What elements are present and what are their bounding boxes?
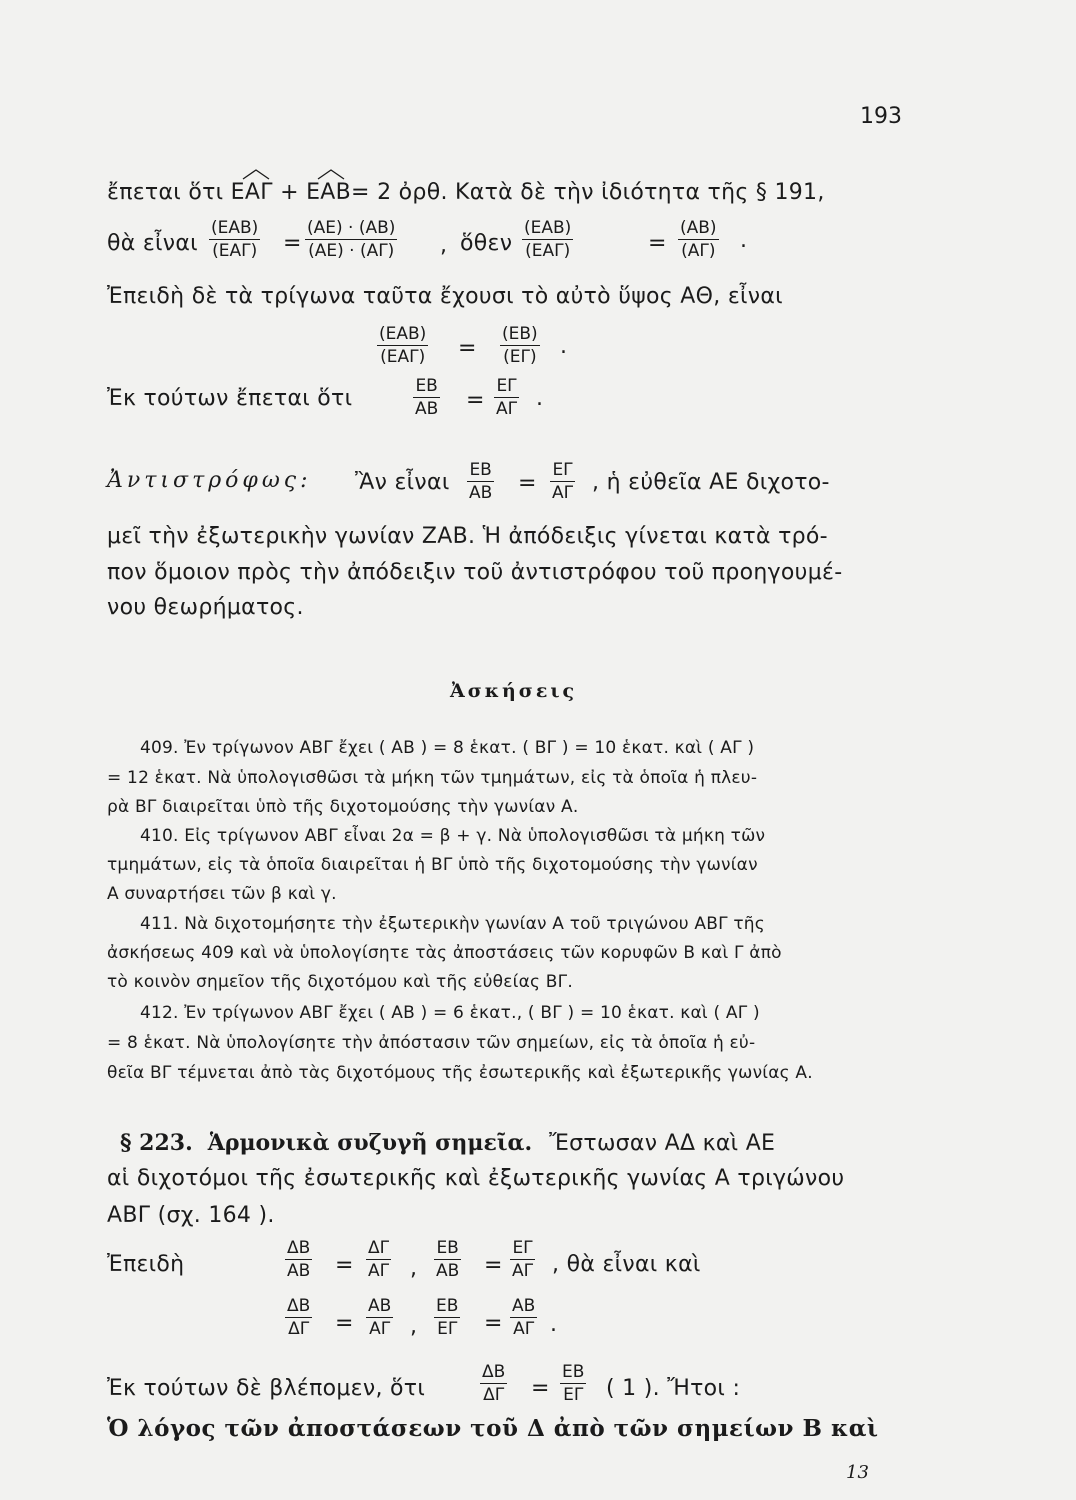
angle-hat-icon xyxy=(316,168,346,180)
exercise-line: θεῖα ΒΓ τέμνεται ἀπὸ τὰς διχοτόμους τῆς ἐσωτερικῆς καὶ ἐξωτερικῆς γωνίας Α. xyxy=(107,1063,813,1083)
plus-sign: + xyxy=(280,180,299,205)
fraction-eab-eag: (ΕΑΒ) (ΕΑΓ) xyxy=(211,218,259,261)
fraction-eab-eag-2: (ΕΑΒ) (ΕΑΓ) xyxy=(524,218,572,261)
exercise-line: 410. Εἰς τρίγωνον ΑΒΓ εἶναι 2α = β + γ. Νὰ ὑπολογισθῶσι τὰ μήκη τῶν xyxy=(140,826,766,846)
section-line-1-rest: Ἔστωσαν ΑΔ καὶ ΑΕ xyxy=(549,1131,776,1156)
section-title: Ἁρμονικὰ συζυγῆ σημεῖα. xyxy=(207,1130,533,1156)
fraction-dg-ag: $\frac{\Delta\Gamma}{A\Gamma}$ xyxy=(368,1238,390,1281)
equals-sign: = xyxy=(335,1253,354,1278)
fraction-eb-eg-3: $\frac{EB}{E\Gamma}$ xyxy=(562,1362,585,1405)
period: . xyxy=(740,228,747,253)
conclusion-text: Ἐκ τούτων δὲ βλέπομεν, ὅτι xyxy=(107,1376,426,1401)
fraction-eg-ag: $\frac{E\Gamma}{A\Gamma}$ xyxy=(496,376,518,419)
section-line-3: ΑΒΓ (σχ. 164 ). xyxy=(107,1203,275,1228)
then-also: , θὰ εἶναι καὶ xyxy=(552,1252,701,1277)
angle-hat-icon xyxy=(241,168,271,180)
period: . xyxy=(560,334,567,359)
fraction-eab-eag-3: (ΕΑΒ) (ΕΑΓ) xyxy=(379,324,427,367)
section-heading xyxy=(120,1130,775,1156)
fraction-ab-ag-3: $\frac{AB}{A\Gamma}$ xyxy=(512,1296,536,1339)
fraction-ab-ag-2: $\frac{AB}{A\Gamma}$ xyxy=(368,1296,392,1339)
converse-rest: , ἡ εὐθεῖα ΑΕ διχοτο- xyxy=(592,470,830,495)
converse-label: Ἀντιστρόφως: xyxy=(107,468,312,493)
section-line-2: αἱ διχοτόμοι τῆς ἐσωτερικῆς καὶ ἐξωτερικῆς γωνίας Α τριγώνου xyxy=(107,1166,845,1191)
equals-sign: = xyxy=(484,1253,503,1278)
exercise-line: Α συναρτήσει τῶν β καὶ γ. xyxy=(107,884,337,904)
fraction-eg-ag-3: $\frac{E\Gamma}{A\Gamma}$ xyxy=(512,1238,534,1281)
exercise-line: ρὰ ΒΓ διαιρεῖται ὑπὸ τῆς διχοτομούσης τὴν γωνίαν Α. xyxy=(107,797,579,817)
exercise-line: ἀσκήσεως 409 καὶ νὰ ὑπολογίσητε τὰς ἀποστάσεις τῶν κορυφῶν Β καὶ Γ ἀπὸ xyxy=(107,943,782,963)
exercise-line: = 12 ἑκατ. Νὰ ὑπολογισθῶσι τὰ μήκη τῶν τμημάτων, εἰς τὰ ὁποῖα ἡ πλευ- xyxy=(107,768,758,788)
fraction-db-dg-2: $\frac{\Delta B}{\Delta\Gamma}$ xyxy=(482,1362,506,1405)
para2-line: Ἐπειδὴ δὲ τὰ τρίγωνα ταῦτα ἔχουσι τὸ αὐτὸ ὕψος ΑΘ, εἶναι xyxy=(107,284,783,309)
exercises-heading: Ἀσκήσεις xyxy=(450,680,578,702)
intro-text-a: ἔπεται ὅτι xyxy=(107,180,231,205)
angle-eab: ΕΑΒ xyxy=(306,180,351,205)
equals-sign: = xyxy=(283,231,302,256)
converse-line-2: μεῖ τὴν ἐξωτερικὴν γωνίαν ΖΑΒ. Ἡ ἀπόδειξις γίνεται κατὰ τρό- xyxy=(107,524,828,549)
fraction-eb-ab-2: $\frac{EB}{AB}$ xyxy=(469,460,493,503)
intro-text-b: = 2 ὀρθ. Κατὰ δὲ τὴν ἰδιότητα τῆς § 191, xyxy=(351,180,825,205)
exercise-line: 412. Ἐν τρίγωνον ΑΒΓ ἔχει ( ΑΒ ) = 6 ἑκατ., ( ΒΓ ) = 10 ἑκατ. καὶ ( ΑΓ ) xyxy=(140,1003,760,1023)
period: . xyxy=(536,386,543,411)
period: . xyxy=(550,1312,557,1337)
fraction-ae-ab: $\frac{(AE) \cdot (AB)}{(AE) \cdot (A\Gamma)}$ xyxy=(307,218,396,261)
exercise-line: = 8 ἑκατ. Νὰ ὑπολογίσητε τὴν ἀπόστασιν τῶν σημείων, εἰς τὰ ὁποῖα ἡ εὐ- xyxy=(107,1033,756,1053)
fraction-db-ab: $\frac{\Delta B}{AB}$ xyxy=(287,1238,311,1281)
intro-line-1 xyxy=(107,180,825,205)
page-number: 193 xyxy=(860,104,902,129)
equals-sign: = xyxy=(458,336,477,361)
comma: , xyxy=(410,1314,417,1339)
equals-sign: = xyxy=(648,231,667,256)
fraction-eb-eg-2: $\frac{EB}{E\Gamma}$ xyxy=(436,1296,459,1339)
fraction-eb-ab-3: $\frac{EB}{AB}$ xyxy=(436,1238,460,1281)
angle-eag: ΕΑΓ xyxy=(231,180,273,205)
converse-line-4: νου θεωρήματος. xyxy=(107,595,304,620)
fraction-eb-eg: $\frac{(EB)}{(E\Gamma)}$ xyxy=(502,324,538,367)
hothen: ὅθεν xyxy=(460,231,513,256)
equation-label: ( 1 ). Ἤτοι : xyxy=(606,1376,741,1401)
converse-if: Ἂν εἶναι xyxy=(355,470,450,495)
converse-line-3: πον ὅμοιον πρὸς τὴν ἀπόδειξιν τοῦ ἀντιστρόφου τοῦ προηγουμέ- xyxy=(107,560,843,585)
comma: , xyxy=(410,1256,417,1281)
equals-sign: = xyxy=(518,471,537,496)
equals-sign: = xyxy=(335,1311,354,1336)
footer-mark: 13 xyxy=(846,1462,869,1483)
fraction-db-dg: $\frac{\Delta B}{\Delta\Gamma}$ xyxy=(287,1296,311,1339)
section-number: § 223. xyxy=(120,1130,193,1156)
fraction-eb-ab: $\frac{EB}{AB}$ xyxy=(415,376,439,419)
fraction-eg-ag-2: $\frac{E\Gamma}{A\Gamma}$ xyxy=(552,460,574,503)
para3-line: Ἐκ τούτων ἔπεται ὅτι xyxy=(107,386,353,411)
comma: , xyxy=(440,233,447,258)
exercise-line: 409. Ἐν τρίγωνον ΑΒΓ ἔχει ( ΑΒ ) = 8 ἑκατ. ( ΒΓ ) = 10 ἑκατ. καὶ ( ΑΓ ) xyxy=(140,738,755,758)
final-statement: Ὁ λόγος τῶν ἀποστάσεων τοῦ Δ ἀπὸ τῶν σημείων Β καὶ xyxy=(107,1415,879,1442)
since-label: Ἐπειδὴ xyxy=(107,1252,185,1277)
equals-sign: = xyxy=(531,1376,550,1401)
exercise-line: τμημάτων, εἰς τὰ ὁποῖα διαιρεῖται ἡ ΒΓ ὑπὸ τῆς διχοτομούσης τὴν γωνίαν xyxy=(107,855,758,875)
fraction-ab-ag: $\frac{(AB)}{(A\Gamma)}$ xyxy=(680,218,717,261)
exercise-line: 411. Νὰ διχοτομήσητε τὴν ἐξωτερικὴν γωνίαν Α τοῦ τριγώνου ΑΒΓ τῆς xyxy=(140,914,765,934)
intro-line-2-label: θὰ εἶναι xyxy=(107,231,198,256)
equals-sign: = xyxy=(484,1311,503,1336)
exercise-line: τὸ κοινὸν σημεῖον τῆς διχοτόμου καὶ τῆς εὐθείας ΒΓ. xyxy=(107,972,573,992)
equals-sign: = xyxy=(466,388,485,413)
